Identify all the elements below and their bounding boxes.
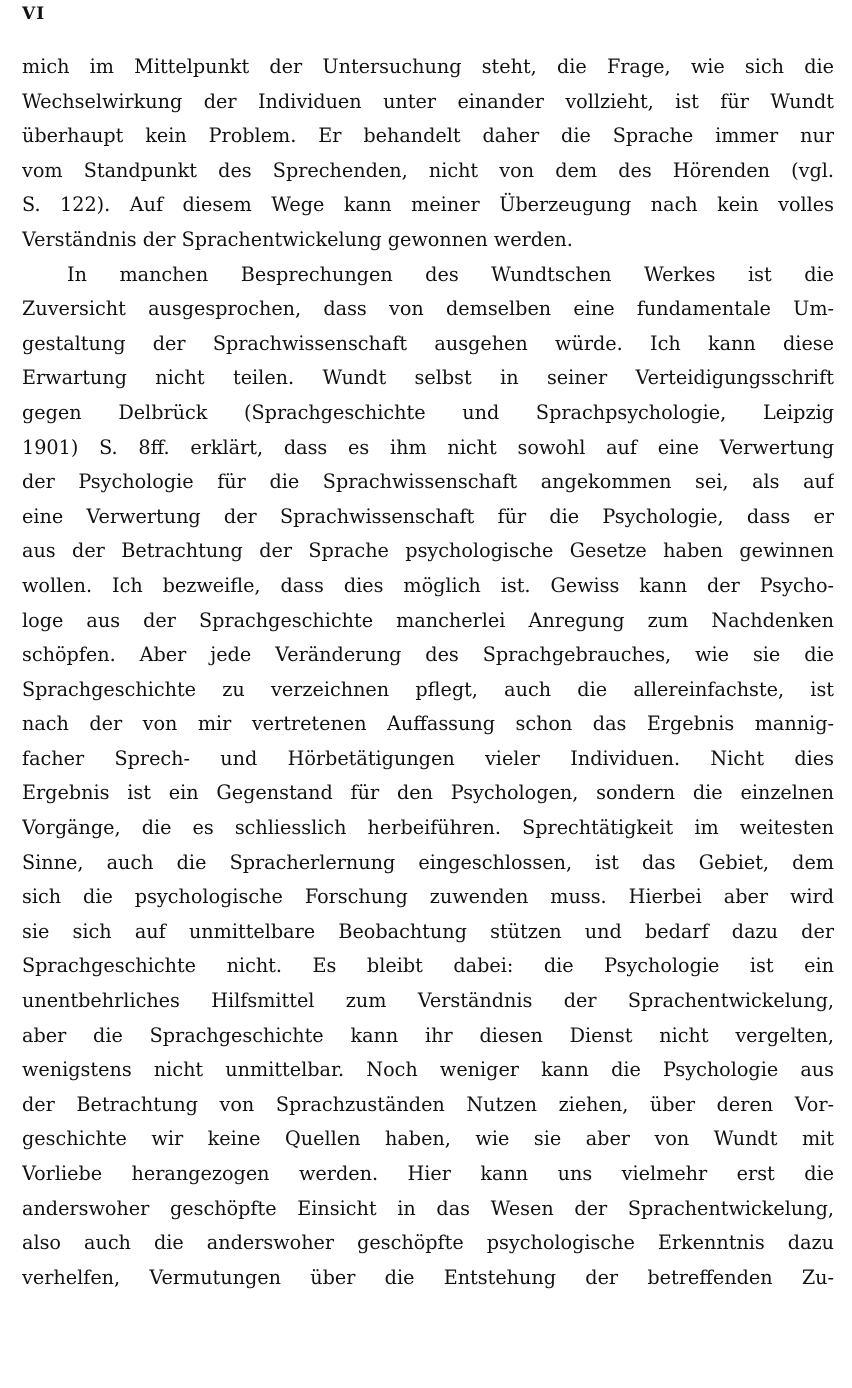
text-line: schöpfen. Aber jede Veränderung des Sprachgebrauches, wie sie die (22, 643, 834, 667)
body-text (22, 50, 834, 1295)
text-line: aus der Betrachtung der Sprache psychologische Gesetze haben gewinnen (22, 539, 834, 563)
text-line: wollen. Ich bezweifle, dass dies möglich ist. Gewiss kann der Psycho- (22, 573, 834, 597)
text-line: gestaltung der Sprachwissenschaft ausgehen würde. Ich kann diese (22, 331, 834, 355)
text-line: sich die psychologische Forschung zuwenden muss. Hierbei aber wird (22, 885, 834, 909)
text-line: vom Standpunkt des Sprechenden, nicht von dem des Hörenden (vgl. (22, 158, 834, 182)
text-line: Sprachgeschichte nicht. Es bleibt dabei: die Psychologie ist ein (22, 954, 834, 978)
text-line: sie sich auf unmittelbare Beobachtung stützen und bedarf dazu der (22, 919, 834, 943)
page-number: VI (22, 4, 46, 24)
text-line: aber die Sprachgeschichte kann ihr diesen Dienst nicht vergelten, (22, 1023, 834, 1047)
text-line: loge aus der Sprachgeschichte mancherlei Anregung zum Nachdenken (22, 608, 834, 632)
text-line: S. 122). Auf diesem Wege kann meiner Überzeugung nach kein volles (22, 193, 834, 217)
text-line: Sinne, auch die Spracherlernung eingeschlossen, ist das Gebiet, dem (22, 850, 834, 874)
text-line: Vorliebe herangezogen werden. Hier kann uns vielmehr erst die (22, 1162, 834, 1185)
text-line: mich im Mittelpunkt der Untersuchung steht, die Frage, wie sich die (22, 55, 834, 78)
text-line: überhaupt kein Problem. Er behandelt daher die Sprache immer nur (22, 124, 834, 148)
text-line: Erwartung nicht teilen. Wundt selbst in seiner Verteidigungsschrift (22, 366, 834, 390)
text-line: 1901) S. 8ff. erklärt, dass es ihm nicht sowohl auf eine Verwertung (22, 435, 834, 459)
text-line: Wechselwirkung der Individuen unter einander vollzieht, ist für Wundt (22, 89, 834, 113)
text-line: Vorgänge, die es schliesslich herbeiführen. Sprechtätigkeit im weitesten (22, 816, 834, 840)
paragraph (22, 258, 834, 1296)
text-line: unentbehrliches Hilfsmittel zum Verständnis der Sprachentwickelung, (22, 989, 834, 1013)
paragraph (22, 50, 834, 258)
text-line: Sprachgeschichte zu verzeichnen pflegt, auch die allereinfachste, ist (22, 677, 834, 701)
text-line: Ergebnis ist ein Gegenstand für den Psychologen, sondern die einzelnen (22, 781, 834, 805)
text-line: eine Verwertung der Sprachwissenschaft für die Psychologie, dass er (22, 504, 834, 528)
text-line: der Psychologie für die Sprachwissenschaft angekommen sei, als auf (22, 470, 834, 494)
text-line: Verständnis der Sprachentwickelung gewonnen werden. (22, 227, 573, 251)
text-line: also auch die anderswoher geschöpfte psychologische Erkenntnis dazu (22, 1231, 834, 1255)
text-line: Zuversicht ausgesprochen, dass von demselben eine fundamentale Um- (22, 297, 834, 321)
text-line: facher Sprech- und Hörbetätigungen vieler Individuen. Nicht dies (22, 746, 834, 770)
text-line: anderswoher geschöpfte Einsicht in das Wesen der Sprachentwickelung, (22, 1196, 834, 1220)
text-line: gegen Delbrück (Sprachgeschichte und Sprachpsychologie, Leipzig (22, 400, 834, 424)
text-line: geschichte wir keine Quellen haben, wie sie aber von Wundt mit (22, 1127, 834, 1151)
text-line: nach der von mir vertretenen Auffassung schon das Ergebnis mannig- (22, 712, 834, 736)
text-line: In manchen Besprechungen des Wundtschen Werkes ist die (67, 262, 834, 286)
text-line: verhelfen, Vermutungen über die Entstehung der betreffenden Zu- (22, 1265, 834, 1289)
text-line: der Betrachtung von Sprachzuständen Nutzen ziehen, über deren Vor- (22, 1092, 834, 1116)
text-line: wenigstens nicht unmittelbar. Noch weniger kann die Psychologie aus (22, 1058, 834, 1082)
